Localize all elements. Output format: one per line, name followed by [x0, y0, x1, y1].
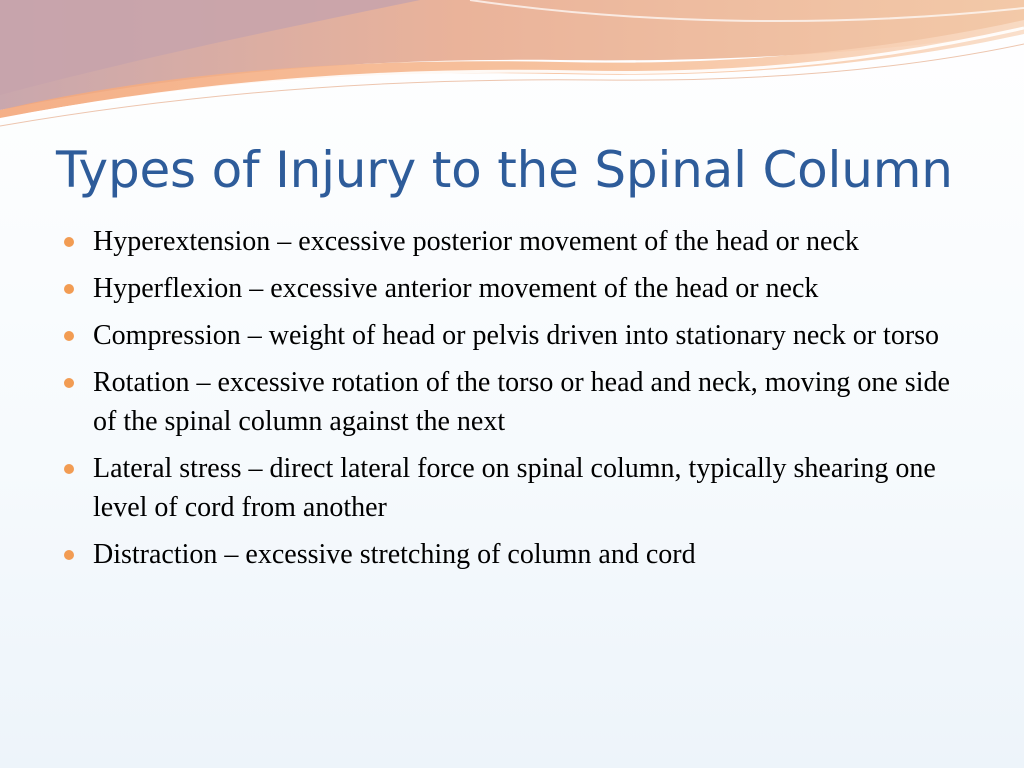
- bullet-text: Distraction – excessive stretching of column and cord: [93, 539, 696, 570]
- bullet-text: Hyperextension – excessive posterior movement of the head or neck: [93, 226, 859, 257]
- slide-title: Types of Injury to the Spinal Column: [56, 141, 953, 199]
- bullet-dot-icon: [64, 331, 74, 341]
- bullet-text: Rotation – excessive rotation of the torso or head and neck, moving one side of the spinal column against the next: [93, 367, 950, 437]
- bullet-text: Hyperflexion – excessive anterior movement of the head or neck: [93, 273, 819, 304]
- bullet-dot-icon: [64, 237, 74, 247]
- bullet-item: [64, 363, 964, 441]
- bullet-text: Lateral stress – direct lateral force on spinal column, typically shearing one level of cord from another: [93, 453, 936, 523]
- bullet-dot-icon: [64, 378, 74, 388]
- bullet-dot-icon: [64, 284, 74, 294]
- bullet-item: [64, 316, 964, 355]
- bullet-dot-icon: [64, 464, 74, 474]
- bullet-text: Compression – weight of head or pelvis driven into stationary neck or torso: [93, 320, 940, 351]
- bullet-item: [64, 222, 964, 261]
- bullet-item: [64, 449, 964, 527]
- decorative-swoosh: [0, 0, 1024, 130]
- bullet-item: [64, 535, 964, 574]
- bullet-dot-icon: [64, 550, 74, 560]
- bullet-item: [64, 269, 964, 308]
- bullet-list: [64, 222, 964, 582]
